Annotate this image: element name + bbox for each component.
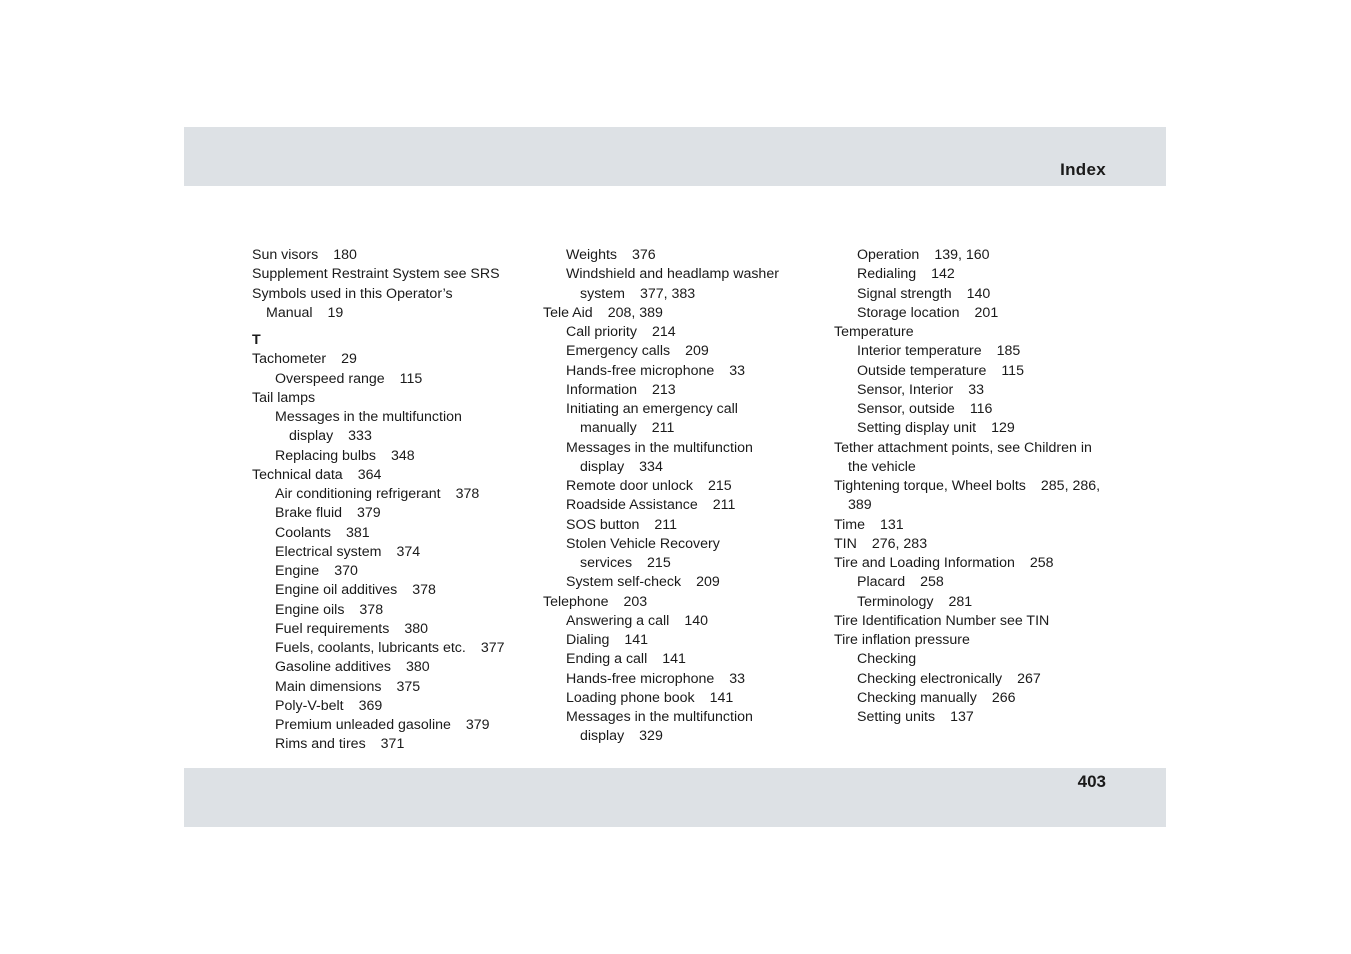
index-entry-text: Manual xyxy=(266,304,313,321)
index-entry-text: Gasoline additives xyxy=(275,659,391,676)
page-number: 403 xyxy=(1077,772,1106,791)
index-entry-text: Tire Identification Number see TIN xyxy=(834,612,1050,629)
index-entry-page-ref[interactable]: 33 xyxy=(968,381,984,398)
index-entry xyxy=(543,689,823,708)
index-entry-text: Premium unleaded gasoline xyxy=(275,717,451,733)
index-entry-text: Messages in the multifunction xyxy=(566,439,753,456)
index-entry-text: Tire inflation pressure xyxy=(834,632,970,648)
index-entry-page-ref[interactable]: 370 xyxy=(334,563,358,579)
index-entry-text: Hands-free microphone xyxy=(566,362,715,379)
index-entry xyxy=(834,323,1124,342)
index-entry xyxy=(252,408,532,427)
index-entry-text: Emergency calls xyxy=(566,343,671,360)
index-entry xyxy=(252,716,532,735)
index-entry xyxy=(543,400,823,419)
index-entry-page-ref[interactable]: 379 xyxy=(465,717,490,733)
index-entry-page-ref[interactable]: 211 xyxy=(712,497,736,514)
index-entry-page-ref[interactable]: 374 xyxy=(396,543,421,560)
index-entry-page-ref[interactable]: 141 xyxy=(709,689,734,706)
index-entry-text: Rims and tires xyxy=(275,736,366,753)
index-entry-text: Outside temperature xyxy=(857,362,987,379)
index-entry xyxy=(252,524,532,543)
index-entry-page-ref[interactable]: 276, 283 xyxy=(871,535,928,552)
index-entry-text: Tire and Loading Information xyxy=(834,555,1015,571)
index-entry-page-ref[interactable]: 201 xyxy=(974,304,999,321)
index-entry xyxy=(543,612,823,631)
index-entry-text: Engine oils xyxy=(275,601,345,618)
index-entry-text: Engine xyxy=(275,563,320,579)
index-entry-page-ref[interactable]: 364 xyxy=(357,466,382,483)
index-entry xyxy=(543,554,823,573)
index-entry xyxy=(834,496,1124,515)
index-entry-text: Stolen Vehicle Recovery xyxy=(566,535,720,552)
index-entry-page-ref[interactable]: 281 xyxy=(948,593,973,610)
index-entry-page-ref[interactable]: 129 xyxy=(991,420,1015,437)
index-entry-text: Brake fluid xyxy=(275,505,343,522)
index-entry-page-ref[interactable]: 369 xyxy=(358,697,383,714)
index-entry-text: Tightening torque, Wheel bolts xyxy=(834,478,1026,494)
index-entry xyxy=(252,678,532,697)
index-entry xyxy=(834,362,1124,381)
index-entry xyxy=(252,581,532,600)
index-entry-page-ref[interactable]: 378 xyxy=(359,601,384,618)
index-entry-text: Sensor, outside xyxy=(857,401,955,417)
index-entry-text: Main dimensions xyxy=(275,678,382,695)
header-band xyxy=(184,127,1166,186)
index-entry-page-ref[interactable]: 19 xyxy=(327,304,344,321)
index-entry-text: display xyxy=(289,428,334,445)
index-entry-text: Ending a call xyxy=(566,651,648,668)
index-entry xyxy=(543,631,823,650)
index-entry-text: System self-check xyxy=(566,574,682,591)
index-entry-page-ref[interactable]: 116 xyxy=(969,401,993,417)
index-entry-page-ref[interactable]: 214 xyxy=(651,324,676,340)
index-entry xyxy=(543,593,823,612)
index-entry-page-ref[interactable]: 33 xyxy=(729,670,746,687)
index-entry xyxy=(834,554,1124,573)
index-entry-page-ref[interactable]: 185 xyxy=(996,343,1021,360)
index-entry xyxy=(252,639,532,658)
index-entry xyxy=(543,516,823,535)
index-entry-page-ref[interactable]: 380 xyxy=(404,620,429,637)
index-entry xyxy=(834,631,1124,650)
index-entry xyxy=(834,400,1124,419)
index-entry xyxy=(252,285,532,304)
index-entry-text: Time xyxy=(834,516,866,533)
index-entry xyxy=(543,381,823,400)
index-entry xyxy=(543,670,823,689)
index-entry-text: Dialing xyxy=(566,632,610,648)
index-entry-text: Windshield and headlamp washer xyxy=(566,266,779,283)
index-entry-text: Tail lamps xyxy=(252,389,316,406)
index-entry-page-ref[interactable]: 258 xyxy=(1029,555,1054,571)
index-entry-page-ref[interactable]: 285, 286, xyxy=(1040,478,1101,494)
index-entry-text: Sun visors xyxy=(252,247,319,263)
index-entry-text: Fuels, coolants, lubricants etc. xyxy=(275,640,466,656)
index-entry-text: Call priority xyxy=(566,324,637,340)
index-entry-text: Symbols used in this Operator’s xyxy=(252,285,453,302)
index-entry xyxy=(252,620,532,639)
index-entry-page-ref[interactable]: 211 xyxy=(654,516,677,533)
index-entry xyxy=(834,419,1124,438)
index-entry xyxy=(834,708,1124,727)
index-entry-page-ref[interactable]: 381 xyxy=(346,524,370,541)
index-entry-page-ref[interactable]: 380 xyxy=(405,659,430,676)
index-entry xyxy=(543,439,823,458)
index-entry-page-ref[interactable]: 141 xyxy=(662,651,686,668)
index-entry xyxy=(834,439,1124,458)
index-entry xyxy=(252,447,532,466)
index-entry xyxy=(252,304,532,323)
index-entry-text: T xyxy=(252,332,261,348)
index-entry xyxy=(543,246,823,265)
index-entry-page-ref[interactable]: 333 xyxy=(348,428,372,445)
index-entry xyxy=(834,670,1124,689)
index-entry-page-ref[interactable]: 209 xyxy=(685,343,709,360)
index-entry xyxy=(252,658,532,677)
index-entry xyxy=(543,535,823,554)
index-entry-text: manually xyxy=(580,420,637,437)
index-entry xyxy=(543,496,823,515)
index-entry-page-ref[interactable]: 348 xyxy=(390,447,415,464)
index-entry-text: 389 xyxy=(848,497,872,514)
index-entry xyxy=(252,246,532,265)
index-entry-page-ref[interactable]: 375 xyxy=(396,678,421,695)
index-entry-page-ref[interactable]: 371 xyxy=(380,736,405,753)
index-entry-text: Setting units xyxy=(857,709,936,725)
index-entry-page-ref[interactable]: 215 xyxy=(647,555,671,571)
index-entry xyxy=(252,697,532,716)
index-entry xyxy=(252,562,532,581)
section-title: Index xyxy=(1060,160,1106,179)
index-entry-page-ref[interactable]: 377 xyxy=(480,640,505,656)
index-entry-page-ref[interactable]: 379 xyxy=(357,505,381,522)
index-entry-text: Fuel requirements xyxy=(275,620,390,637)
index-entry xyxy=(543,285,823,304)
index-entry-text: Signal strength xyxy=(857,285,952,302)
index-entry-text: Supplement Restraint System see SRS xyxy=(252,266,500,283)
index-entry xyxy=(543,708,823,727)
index-entry-text: TIN xyxy=(834,535,857,552)
index-entry xyxy=(543,650,823,669)
index-entry xyxy=(252,427,532,446)
index-entry xyxy=(834,689,1124,708)
index-entry xyxy=(834,304,1124,323)
index-entry-text: Tele Aid xyxy=(543,304,593,321)
index-entry-text: Remote door unlock xyxy=(566,478,693,494)
index-entry xyxy=(543,419,823,438)
index-entry-text: services xyxy=(580,555,633,571)
index-column-1 xyxy=(252,246,532,755)
footer-band xyxy=(184,768,1166,827)
index-entry xyxy=(543,362,823,381)
index-letter-heading xyxy=(252,331,532,350)
index-entry xyxy=(252,543,532,562)
index-entry-text: Hands-free microphone xyxy=(566,670,715,687)
index-entry-page-ref[interactable]: 142 xyxy=(931,266,955,283)
index-entry xyxy=(252,601,532,620)
index-entry-text: Operation xyxy=(857,247,920,263)
index-entry-text: Checking electronically xyxy=(857,670,1003,687)
index-entry-page-ref[interactable]: 329 xyxy=(639,728,663,745)
index-entry-text: Terminology xyxy=(857,593,934,610)
index-entry-page-ref[interactable]: 377, 383 xyxy=(639,285,696,302)
index-entry xyxy=(252,735,532,754)
index-entry-text: Sensor, Interior xyxy=(857,381,954,398)
index-entry-text: Loading phone book xyxy=(566,689,695,706)
index-entry-text: Technical data xyxy=(252,466,343,483)
index-entry xyxy=(834,265,1124,284)
index-entry-text: Messages in the multifunction xyxy=(566,709,753,725)
index-entry-text: Poly-V-belt xyxy=(275,697,344,714)
index-entry-page-ref[interactable]: 141 xyxy=(624,632,649,648)
index-entry xyxy=(252,265,532,284)
index-entry-text: Redialing xyxy=(857,266,917,283)
index-entry xyxy=(252,504,532,523)
index-entry xyxy=(834,573,1124,592)
index-entry-text: SOS button xyxy=(566,516,640,533)
index-entry xyxy=(543,342,823,361)
index-entry-page-ref[interactable]: 33 xyxy=(729,362,746,379)
index-entry xyxy=(252,485,532,504)
index-entry xyxy=(834,612,1124,631)
index-entry xyxy=(834,535,1124,554)
index-entry xyxy=(834,458,1124,477)
index-entry-text: Setting display unit xyxy=(857,420,977,437)
index-entry-page-ref[interactable]: 208, 389 xyxy=(607,304,663,321)
index-entry xyxy=(543,477,823,496)
index-entry-text: Placard xyxy=(857,574,906,591)
index-entry xyxy=(543,265,823,284)
index-entry-page-ref[interactable]: 203 xyxy=(623,593,648,610)
index-entry-text: Tachometer xyxy=(252,351,327,368)
index-entry-text: Answering a call xyxy=(566,612,670,629)
index-entry-page-ref[interactable]: 258 xyxy=(920,574,944,591)
index-entry-page-ref[interactable]: 209 xyxy=(696,574,720,591)
index-entry-page-ref[interactable]: 334 xyxy=(639,458,663,475)
index-entry-page-ref[interactable]: 211 xyxy=(651,420,675,437)
index-entry-text: Roadside Assistance xyxy=(566,497,698,514)
index-entry-page-ref[interactable]: 115 xyxy=(399,370,423,387)
index-entry xyxy=(252,389,532,408)
index-entry-page-ref[interactable]: 29 xyxy=(341,351,357,368)
index-entry xyxy=(543,323,823,342)
index-entry-page-ref[interactable]: 137 xyxy=(950,709,974,725)
index-entry-text: Temperature xyxy=(834,324,914,340)
index-entry-text: Checking xyxy=(857,651,917,668)
index-entry-page-ref[interactable]: 140 xyxy=(966,285,991,302)
index-entry-text: Replacing bulbs xyxy=(275,447,376,464)
index-entry xyxy=(543,573,823,592)
index-entry-text: the vehicle xyxy=(848,458,916,475)
index-entry xyxy=(834,342,1124,361)
index-entry-page-ref[interactable]: 180 xyxy=(333,247,357,263)
index-entry xyxy=(834,650,1124,669)
index-entry-text: Tether attachment points, see Children in xyxy=(834,439,1092,456)
index-entry-text: display xyxy=(580,458,625,475)
index-entry-page-ref[interactable]: 131 xyxy=(880,516,904,533)
index-column-2 xyxy=(543,246,823,747)
index-entry-text: Engine oil additives xyxy=(275,582,398,599)
index-entry-text: Messages in the multifunction xyxy=(275,409,462,425)
index-entry-text: Interior temperature xyxy=(857,343,982,360)
index-entry xyxy=(252,370,532,389)
index-entry-page-ref[interactable]: 213 xyxy=(651,381,676,398)
index-entry-page-ref[interactable]: 139, 160 xyxy=(934,247,990,263)
index-entry-page-ref[interactable]: 266 xyxy=(991,689,1016,706)
index-entry xyxy=(834,593,1124,612)
index-entry-text: Checking manually xyxy=(857,689,977,706)
index-entry-text: Air conditioning refrigerant xyxy=(275,486,441,502)
index-entry-text: Initiating an emergency call xyxy=(566,401,738,417)
index-entry-page-ref[interactable]: 376 xyxy=(632,247,656,263)
index-entry-text: Storage location xyxy=(857,304,960,321)
index-entry xyxy=(543,304,823,323)
index-entry-text: Electrical system xyxy=(275,543,382,560)
index-entry-page-ref[interactable]: 115 xyxy=(1001,362,1024,379)
index-entry-page-ref[interactable]: 378 xyxy=(412,582,436,599)
index-entry xyxy=(834,285,1124,304)
index-entry-text: display xyxy=(580,728,625,745)
index-entry-text: Overspeed range xyxy=(275,370,385,387)
index-column-3 xyxy=(834,246,1124,727)
index-entry xyxy=(834,246,1124,265)
index-entry xyxy=(543,458,823,477)
index-entry xyxy=(543,727,823,746)
index-entry-text: Coolants xyxy=(275,524,331,541)
index-entry xyxy=(252,466,532,485)
index-entry xyxy=(834,516,1124,535)
index-entry-page-ref[interactable]: 215 xyxy=(707,478,732,494)
index-entry-text: Telephone xyxy=(543,593,609,610)
index-entry xyxy=(834,477,1124,496)
index-entry xyxy=(834,381,1124,400)
index-entry xyxy=(252,350,532,369)
index-entry-text: Weights xyxy=(566,247,617,263)
index-entry-text: Information xyxy=(566,381,637,398)
index-entry-page-ref[interactable]: 140 xyxy=(684,612,708,629)
index-entry-page-ref[interactable]: 267 xyxy=(1017,670,1041,687)
index-entry-text: system xyxy=(580,285,625,302)
index-entry-page-ref[interactable]: 378 xyxy=(455,486,480,502)
